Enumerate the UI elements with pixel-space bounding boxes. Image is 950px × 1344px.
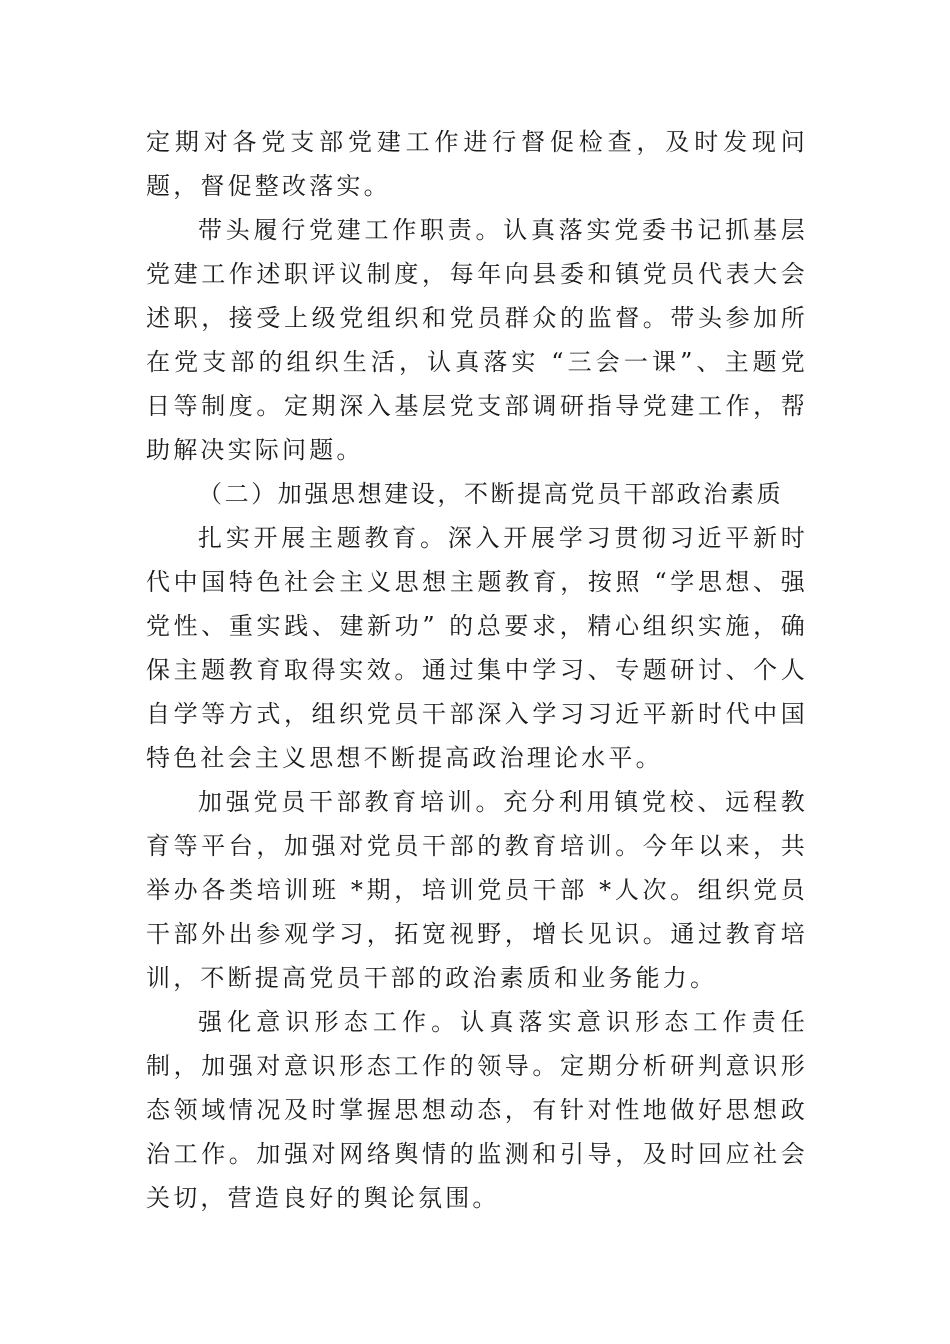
document-page (146, 120, 808, 1220)
paragraph-party-duty: 带头履行党建工作职责。认真落实党委书记抓基层党建工作述职评议制度，每年向县委和镇党员代表大会述职，接受上级党组织和党员群众的监督。带头参加所在党支部的组织生活，认真落实 “三会一课”、主题党日等制度。定期深入基层党支部调研指导党建工作，帮助解决实际问题。 (146, 216, 808, 464)
paragraph-training: 加强党员干部教育培训。充分利用镇党校、远程教育等平台，加强对党员干部的教育培训。今年以来，共举办各类培训班 *期，培训党员干部 *人次。组织党员干部外出参观学习，拓宽视野，增长见识。通过教育培训，不断提高党员干部的政治素质和业务能力。 (146, 788, 808, 992)
section-heading: （二）加强思想建设，不断提高党员干部政治素质 (198, 480, 784, 508)
paragraph-continuation: 定期对各党支部党建工作进行督促检查，及时发现问题，督促整改落实。 (146, 128, 808, 200)
paragraph-ideology: 强化意识形态工作。认真落实意识形态工作责任制，加强对意识形态工作的领导。定期分析研判意识形态领域情况及时掌握思想动态，有针对性地做好思想政治工作。加强对网络舆情的监测和引导，及时回应社会关切，营造良好的舆论氛围。 (146, 1008, 808, 1212)
paragraph-theme-education: 扎实开展主题教育。深入开展学习贯彻习近平新时代中国特色社会主义思想主题教育，按照 “学思想、强党性、重实践、建新功” 的总要求，精心组织实施，确保主题教育取得实效。通过集中学习、专题研讨、个人自学等方式，组织党员干部深入学习习近平新时代中国特色社会主义思想不断提高政治理论水平。 (146, 524, 808, 772)
